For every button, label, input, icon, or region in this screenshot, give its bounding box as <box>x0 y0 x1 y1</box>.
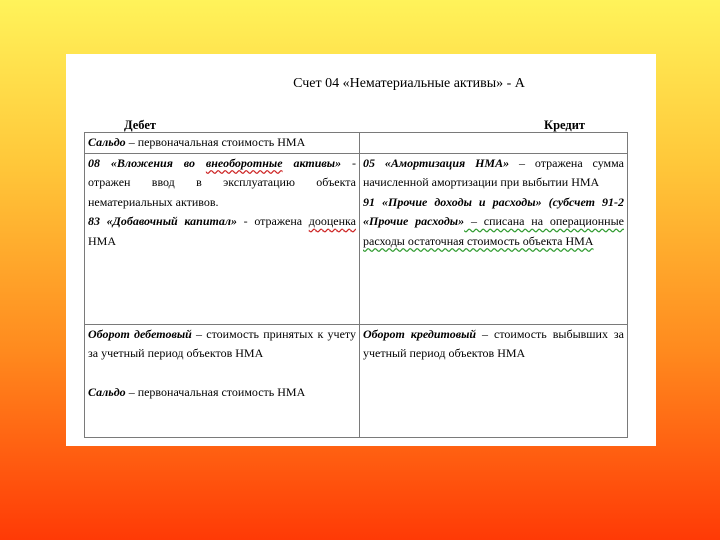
debit-entry-2-text: - отражена <box>237 214 309 228</box>
debit-entry-2-code: 83 «Добавочный капитал» <box>88 214 237 228</box>
table-row <box>85 153 628 324</box>
opening-balance-cell <box>85 133 360 154</box>
credit-entry-2-code2: 91-2 «Прочие расходы» <box>363 194 624 228</box>
table-row <box>85 133 628 154</box>
debit-entry-2-word: дооценка <box>308 214 356 228</box>
turnover-debit-text: – стоимость принятых к учету за учетный период объектов НМА <box>88 326 357 360</box>
credit-entry-2-code: 91 «Прочие доходы и расходы» <box>363 194 542 209</box>
table-row <box>85 324 628 437</box>
turnover-credit-label: Оборот кредитовый <box>363 326 477 341</box>
saldo-text: – первоначальная стоимость НМА <box>125 135 306 149</box>
closing-saldo-text: – первоначальная стоимость НМА <box>125 384 306 399</box>
empty-credit-cell <box>360 133 628 154</box>
credit-entry-2-text: – списана на операционные расходы остаточная стоимость объекта НМА <box>363 214 624 248</box>
account-title: Счет 04 «Нематериальные активы» - А <box>293 76 525 91</box>
debit-turnover-cell <box>85 324 360 437</box>
document-slide <box>66 54 656 446</box>
turnover-credit-text: – стоимость выбывших за учетный период объектов НМА <box>363 326 625 360</box>
turnover-debit-label: Оборот дебетовый <box>88 326 192 341</box>
closing-saldo-label: Сальдо <box>88 384 126 399</box>
saldo-label: Сальдо <box>88 135 126 149</box>
credit-turnover-cell <box>360 324 628 437</box>
credit-entry-2-mid: (субсчет <box>541 194 602 209</box>
account-table <box>84 132 628 438</box>
credit-entries-cell <box>360 153 628 324</box>
debit-entries-cell <box>85 153 360 324</box>
debit-header: Дебет <box>124 118 157 132</box>
credit-entry-1-text: – отражена сумма начисленной амортизации при выбытии НМА <box>363 155 624 189</box>
debit-entry-1-text: - отражен ввод в эксплуатацию объекта нематериальных активов. <box>88 155 356 209</box>
debit-entry-2-end: НМА <box>88 233 117 248</box>
credit-entry-1-code: 05 «Амортизация НМА» <box>363 155 510 170</box>
debit-entry-1-code: 08 «Вложения во внеоборотные активы» <box>88 155 342 170</box>
credit-header: Кредит <box>544 118 586 132</box>
